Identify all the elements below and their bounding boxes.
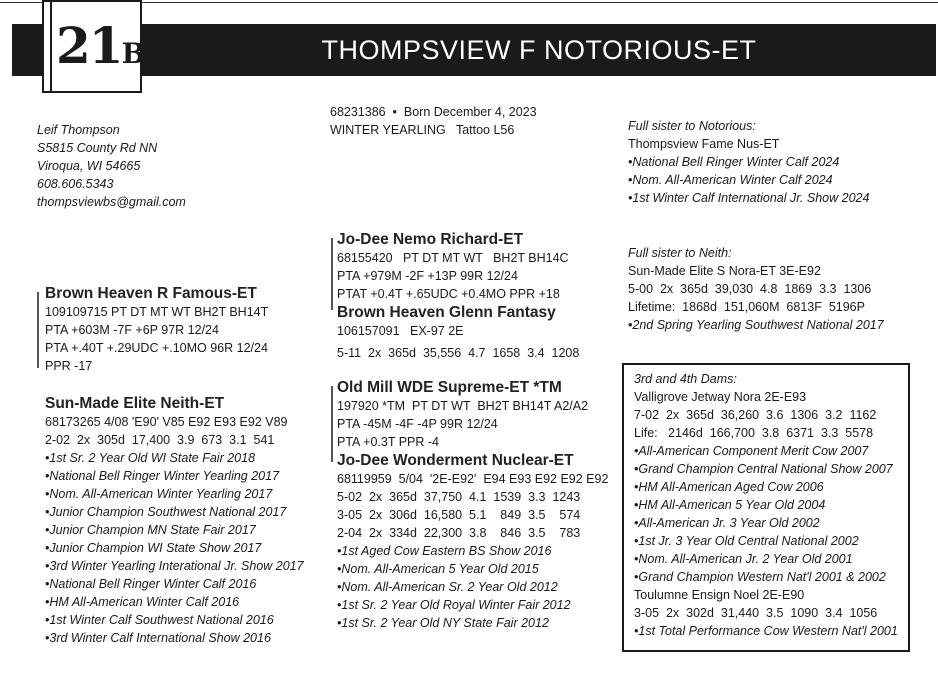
dam-name: Sun-Made Elite Neith-ET — [45, 395, 225, 412]
sire-block — [45, 284, 268, 375]
sire-dam-line: 106157091 EX-97 2E — [337, 324, 464, 338]
dam-block — [45, 394, 304, 647]
dam-sire-name: Old Mill WDE Supreme-ET *TM — [337, 379, 562, 396]
award-item: •1st Sr. 2 Year Old NY State Fair 2012 — [337, 616, 549, 630]
award-item: •HM All-American 5 Year Old 2004 — [634, 498, 826, 512]
award-item: •All-American Jr. 3 Year Old 2002 — [634, 516, 820, 530]
award-item: •Nom. All-American 5 Year Old 2015 — [337, 562, 539, 576]
dam-sire-block — [337, 378, 608, 632]
award-item: •Nom. All-American Winter Yearling 2017 — [45, 487, 273, 501]
fourth-dam-name: Toulumne Ensign Noel 2E-E90 — [634, 588, 805, 602]
pedigree-bracket — [331, 386, 333, 462]
sister-caption: Full sister to Notorious: — [628, 119, 756, 133]
award-item: •Junior Champion WI State Show 2017 — [45, 541, 262, 555]
award-item: •1st Sr. 2 Year Old WI State Fair 2018 — [45, 451, 256, 465]
owner-info — [37, 121, 186, 211]
award-item: •Nom. All-American Jr. 2 Year Old 2001 — [634, 552, 853, 566]
award-item: •Nom. All-American Winter Calf 2024 — [628, 173, 833, 187]
dam-dam-line: 68119959 5/04 '2E-E92' E94 E93 E92 E92 E92 — [337, 472, 609, 486]
sister-line: 5-00 2x 365d 39,030 4.8 1869 3.3 1306 — [628, 282, 872, 296]
award-item: •Grand Champion Central National Show 2007 — [634, 462, 893, 476]
dam-sire-line: PTA -45M -4F -4P 99R 12/24 — [337, 417, 498, 431]
sire-sire-name: Jo-Dee Nemo Richard-ET — [337, 231, 524, 248]
sister-name: Sun-Made Elite S Nora-ET 3E-E92 — [628, 264, 821, 278]
award-item: •1st Jr. 3 Year Old Central National 2002 — [634, 534, 859, 548]
dam-dam-line: 5-02 2x 365d 37,750 4.1 1539 3.3 1243 — [337, 490, 581, 504]
dams-caption: 3rd and 4th Dams: — [634, 372, 737, 386]
pedigree-bracket — [331, 238, 333, 310]
award-item: •National Bell Ringer Winter Calf 2016 — [45, 577, 257, 591]
sire-name: Brown Heaven R Famous-ET — [45, 285, 257, 302]
award-item: •National Bell Ringer Winter Yearling 2017 — [45, 469, 280, 483]
award-item: •1st Winter Calf International Jr. Show 2024 — [628, 191, 870, 205]
dam-line: 2-02 2x 305d 17,400 3.9 673 3.1 541 — [45, 433, 275, 447]
dam-dam-line: 2-04 2x 334d 22,300 3.8 846 3.5 783 — [337, 526, 581, 540]
registration-line: 68231386 • Born December 4, 2023 — [330, 105, 537, 119]
third-dam-name: Valligrove Jetway Nora 2E-E93 — [634, 390, 807, 404]
sire-dam-name: Brown Heaven Glenn Fantasy — [337, 304, 556, 321]
dam-line: 68173265 4/08 'E90' V85 E92 E93 E92 V89 — [45, 415, 288, 429]
title-banner — [12, 24, 936, 76]
owner-city: Viroqua, WI 54665 — [37, 159, 141, 173]
owner-address: S5815 County Rd NN — [37, 141, 158, 155]
registration-info — [330, 103, 537, 139]
award-item: •Nom. All-American Sr. 2 Year Old 2012 — [337, 580, 558, 594]
award-item: •HM All-American Winter Calf 2016 — [45, 595, 240, 609]
owner-name: Leif Thompson — [37, 123, 120, 137]
award-item: •1st Total Performance Cow Western Nat'l 2001 — [634, 624, 898, 638]
award-item: •1st Winter Calf Southwest National 2016 — [45, 613, 274, 627]
sire-sire-block — [337, 230, 579, 362]
sister-neith-block — [628, 244, 884, 334]
award-item: •Junior Champion MN State Fair 2017 — [45, 523, 256, 537]
registration-line: WINTER YEARLING Tattoo L56 — [330, 123, 515, 137]
award-item: •3rd Winter Yearling Interational Jr. Show 2017 — [45, 559, 304, 573]
award-item: •1st Aged Cow Eastern BS Show 2016 — [337, 544, 552, 558]
award-item: •1st Sr. 2 Year Old Royal Winter Fair 2012 — [337, 598, 571, 612]
sire-line: 109109715 PT DT MT WT BH2T BH14T — [45, 305, 269, 319]
lot-letter: B — [121, 37, 146, 70]
award-item: •2nd Spring Yearling Southwest National 2017 — [628, 318, 884, 332]
lot-number: 21B — [56, 16, 146, 75]
third-dam-line: 7-02 2x 365d 36,260 3.6 1306 3.2 1162 — [634, 408, 877, 422]
lot-number-box — [42, 0, 146, 93]
dam-dam-line: 3-05 2x 306d 16,580 5.1 849 3.5 574 — [337, 508, 581, 522]
sire-line: PTA +.40T +.29UDC +.10MO 96R 12/24 — [45, 341, 268, 355]
owner-phone: 608.606.5343 — [37, 177, 114, 191]
award-item: •HM All-American Aged Cow 2006 — [634, 480, 824, 494]
dam-sire-line: 197920 *TM PT DT WT BH2T BH14T A2/A2 — [337, 399, 589, 413]
third-fourth-dams-content — [634, 370, 898, 640]
sire-dam-line: 5-11 2x 365d 35,556 4.7 1658 3.4 1208 — [337, 346, 580, 360]
fourth-dam-line: 3-05 2x 302d 31,440 3.5 1090 3.4 1056 — [634, 606, 878, 620]
third-dam-line: Life: 2146d 166,700 3.8 6371 3.3 5578 — [634, 426, 874, 440]
sire-line: PTA +603M -7F +6P 97R 12/24 — [45, 323, 219, 337]
award-item: •All-American Component Merit Cow 2007 — [634, 444, 869, 458]
sire-sire-line: PTAT +0.4T +.65UDC +0.4MO PPR +18 — [337, 287, 560, 301]
dam-dam-name: Jo-Dee Wonderment Nuclear-ET — [337, 452, 574, 469]
sister-name: Thompsview Fame Nus-ET — [628, 137, 780, 151]
sire-line: PPR -17 — [45, 359, 93, 373]
animal-title: THOMPSVIEW F NOTORIOUS-ET — [321, 35, 757, 65]
award-item: •National Bell Ringer Winter Calf 2024 — [628, 155, 840, 169]
owner-email: thompsviewbs@gmail.com — [37, 195, 186, 209]
sire-sire-line: 68155420 PT DT MT WT BH2T BH14C — [337, 251, 569, 265]
award-item: •Junior Champion Southwest National 2017 — [45, 505, 287, 519]
sire-sire-line: PTA +979M -2F +13P 99R 12/24 — [337, 269, 518, 283]
dam-sire-line: PTA +0.3T PPR -4 — [337, 435, 440, 449]
sister-line: Lifetime: 1868d 151,060M 6813F 5196P — [628, 300, 865, 314]
award-item: •Grand Champion Western Nat'l 2001 & 2002 — [634, 570, 886, 584]
sister-caption: Full sister to Neith: — [628, 246, 732, 260]
pedigree-bracket — [37, 292, 39, 368]
award-item: •3rd Winter Calf International Show 2016 — [45, 631, 271, 645]
sister-notorious-block — [628, 117, 869, 207]
